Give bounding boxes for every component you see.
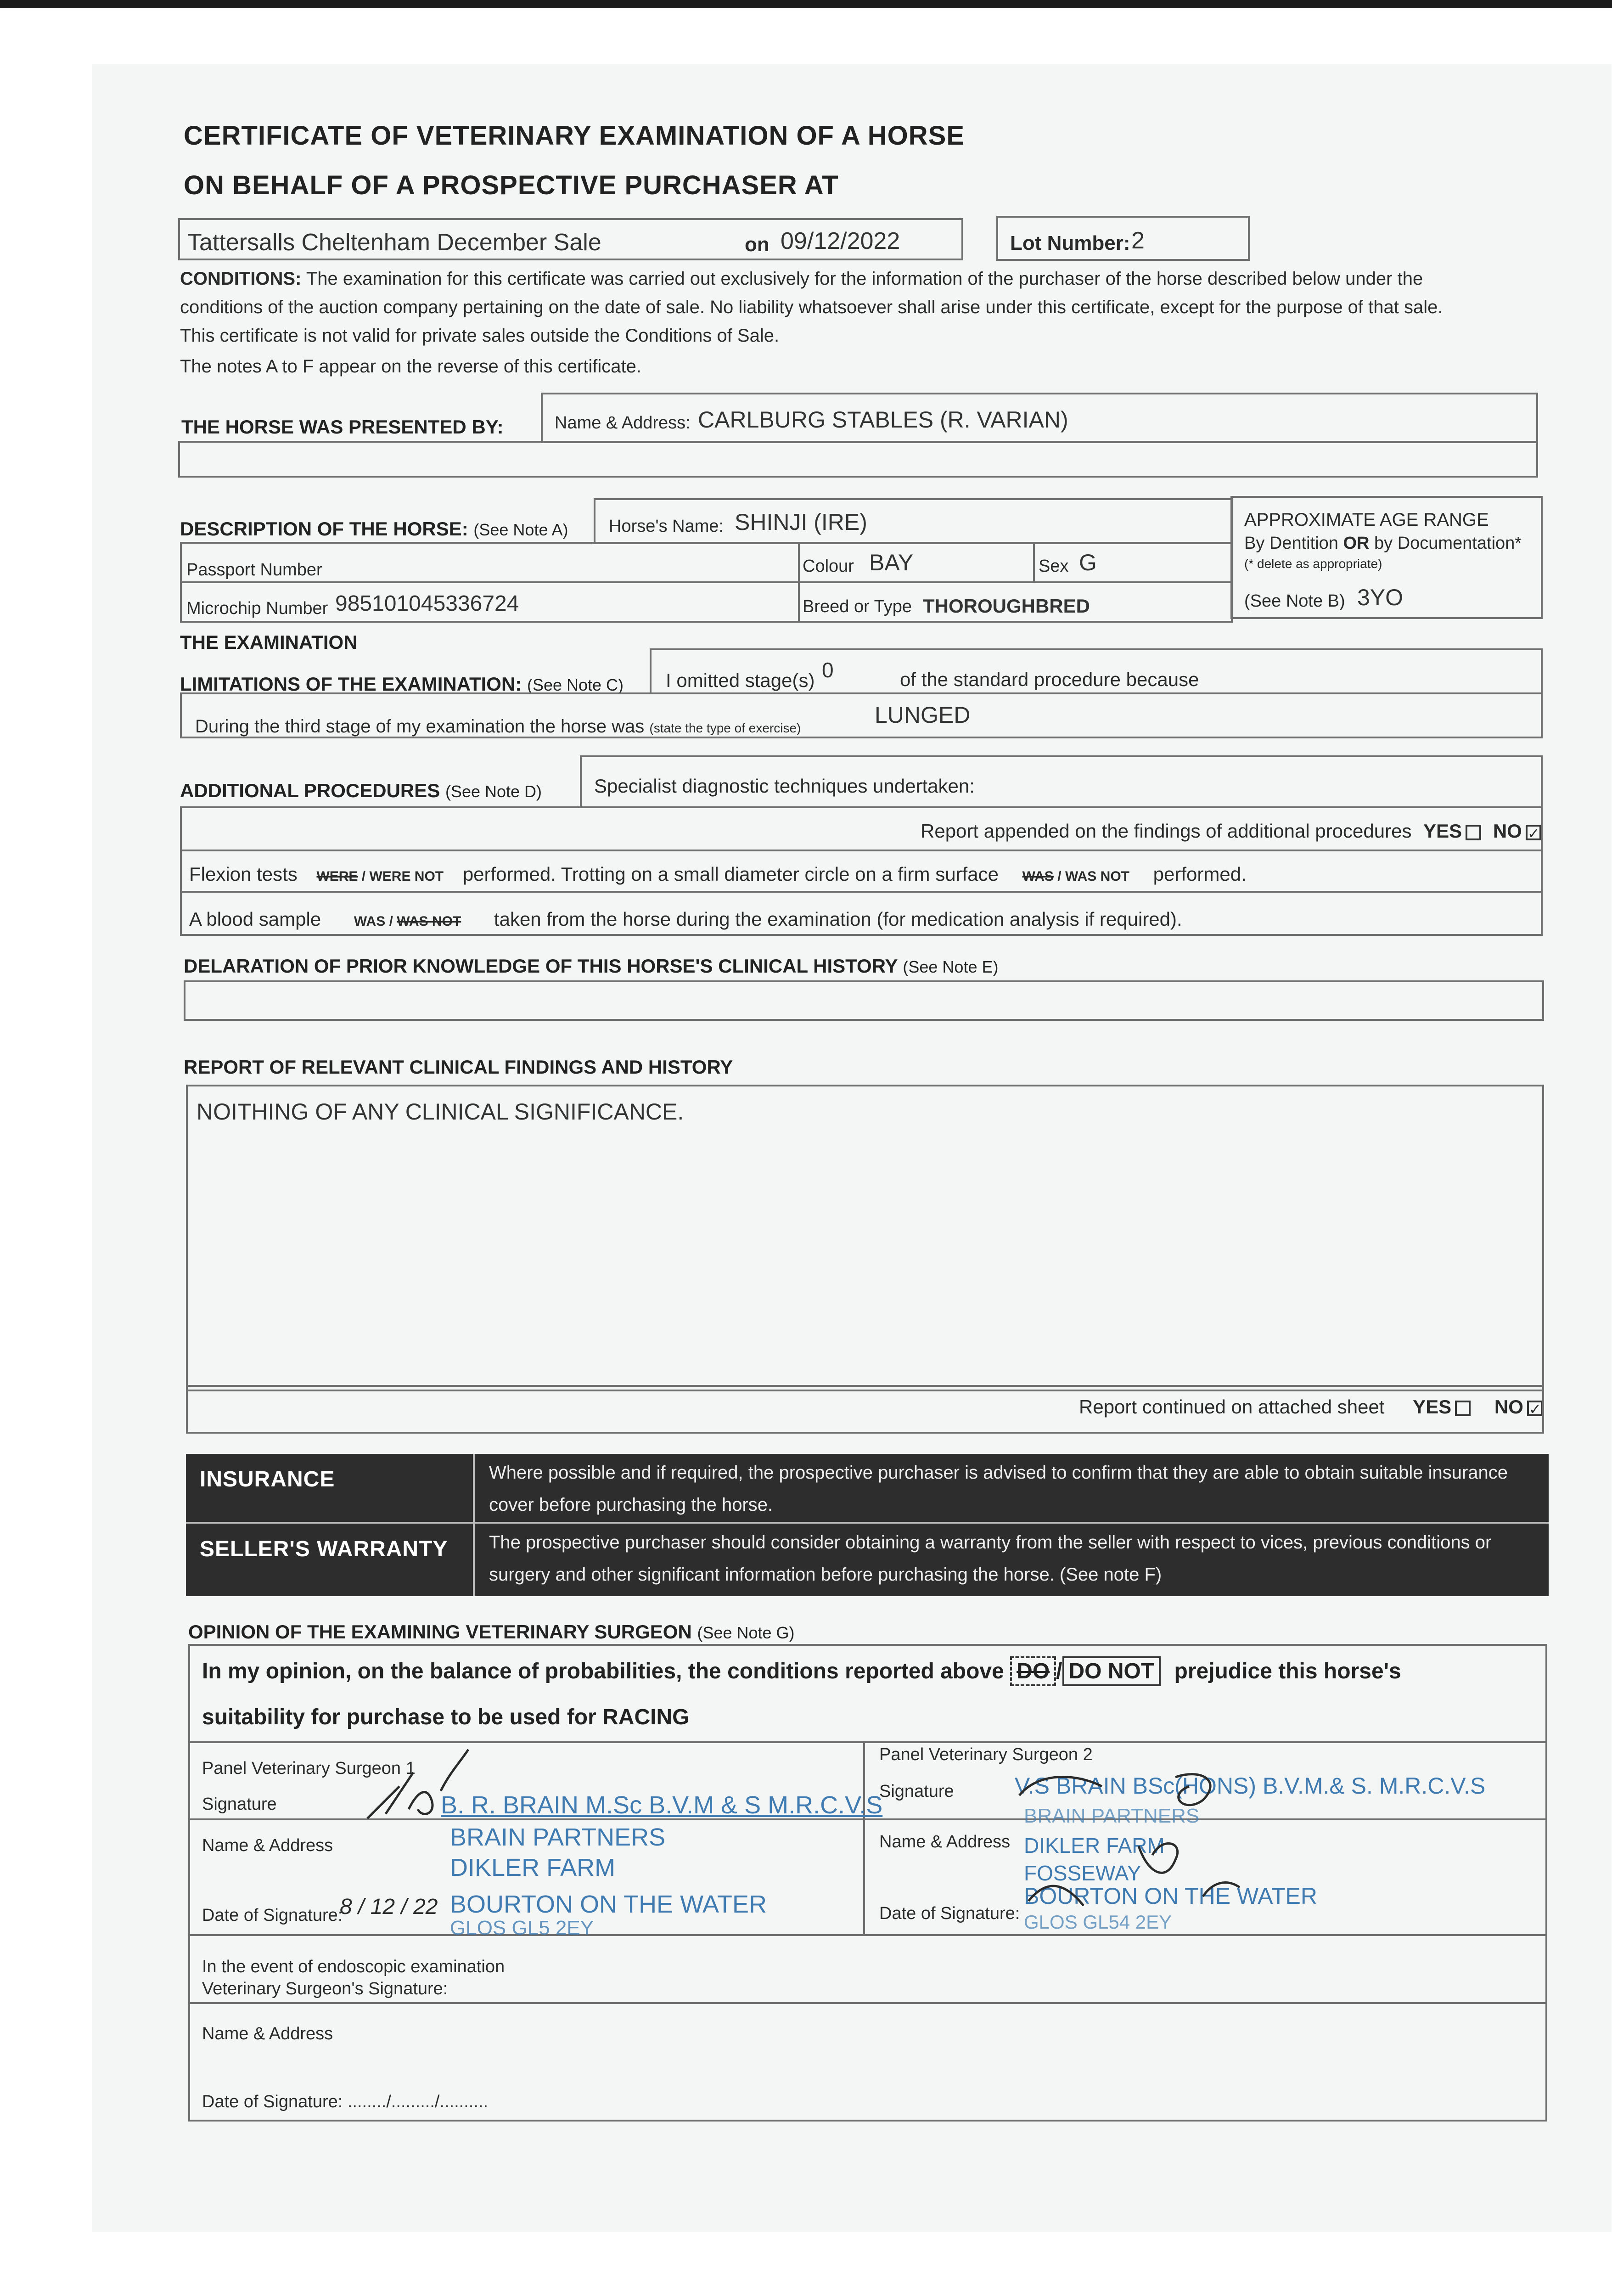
flexion-label: Flexion tests bbox=[189, 863, 298, 885]
surgeon1-signature-label: Signature bbox=[202, 1795, 277, 1814]
surgeons-top-line bbox=[188, 1741, 1547, 1743]
procedures-divider-1 bbox=[180, 850, 1543, 851]
surgeon1-name-stamp-2: DIKLER FARM bbox=[450, 1854, 616, 1881]
sale-on-label: on bbox=[745, 233, 769, 256]
specialist-label: Specialist diagnostic techniques undertaken: bbox=[594, 775, 975, 797]
panel-vertical-divider bbox=[473, 1454, 475, 1596]
additional-note: (See Note D) bbox=[445, 782, 542, 801]
limitations-heading bbox=[180, 673, 623, 695]
third-stage-note: (state the type of exercise) bbox=[649, 721, 801, 735]
opinion-text-after: prejudice this horse's bbox=[1174, 1659, 1401, 1683]
additional-heading-text: ADDITIONAL PROCEDURES bbox=[180, 780, 440, 801]
report-appended-label: Report appended on the findings of additional procedures bbox=[921, 820, 1412, 842]
colour-value: BAY bbox=[869, 550, 914, 575]
opinion-text-before: In my opinion, on the balance of probabilities, the conditions reported above bbox=[202, 1659, 1004, 1683]
surgeons-middle-line bbox=[863, 1741, 865, 1934]
passport-divider bbox=[180, 581, 1233, 583]
lot-label: Lot Number: bbox=[1010, 232, 1130, 254]
surgeon2-date-stamp-1: BOURTON ON THE WATER bbox=[1024, 1883, 1317, 1909]
opinion-slash: / bbox=[1056, 1659, 1062, 1683]
limitations-note: (See Note C) bbox=[527, 675, 624, 694]
blood-was-not: WAS NOT bbox=[397, 914, 461, 929]
examination-heading: THE EXAMINATION bbox=[180, 631, 358, 653]
conditions-paragraph bbox=[180, 264, 1466, 350]
report-box bbox=[186, 1085, 1544, 1391]
report-appended-yes-label: YES bbox=[1423, 820, 1462, 842]
age-delete-note: (* delete as appropriate) bbox=[1244, 557, 1382, 571]
report-continued-label: Report continued on attached sheet bbox=[1079, 1396, 1385, 1418]
insurance-text: Where possible and if required, the prospective purchaser is advised to confirm that they are able to obtain suitable insurance cover before purchasing the horse. bbox=[489, 1463, 1508, 1515]
flexion-were: WERE bbox=[316, 869, 358, 884]
report-continued-no-checkbox[interactable]: ✓ bbox=[1527, 1401, 1543, 1416]
report-appended-row bbox=[921, 820, 1541, 842]
flexion-were-not: WERE NOT bbox=[369, 869, 444, 884]
blood-row bbox=[189, 908, 1182, 930]
endoscopic-label-1: In the event of endoscopic examination bbox=[202, 1957, 505, 1976]
trotting-options bbox=[1022, 869, 1129, 884]
age-heading: APPROXIMATE AGE RANGE bbox=[1244, 510, 1489, 530]
certificate-title-line1: CERTIFICATE OF VETERINARY EXAMINATION OF A HORSE bbox=[184, 121, 965, 151]
warranty-heading: SELLER'S WARRANTY bbox=[200, 1537, 448, 1561]
additional-heading bbox=[180, 780, 542, 802]
report-divider bbox=[186, 1385, 1544, 1387]
report-appended-no-checkbox[interactable]: ✓ bbox=[1526, 825, 1541, 840]
opinion-do-not: DO NOT bbox=[1062, 1656, 1161, 1686]
surgeon2-name-stamp-2: DIKLER FARM bbox=[1024, 1834, 1165, 1857]
description-heading bbox=[180, 518, 568, 540]
report-continued-box bbox=[186, 1390, 1544, 1434]
opinion-line1 bbox=[202, 1659, 1401, 1684]
panel-horizontal-divider bbox=[186, 1522, 1549, 1524]
flexion-mid: performed. Trotting on a small diameter circle on a firm surface bbox=[462, 863, 999, 885]
trotting-was-not: WAS NOT bbox=[1065, 869, 1129, 884]
blood-slash: / bbox=[389, 914, 393, 929]
omitted-value: 0 bbox=[822, 658, 834, 682]
flexion-end: performed. bbox=[1153, 863, 1247, 885]
insurance-heading: INSURANCE bbox=[200, 1467, 335, 1491]
warranty-text: The prospective purchaser should consider obtaining a warranty from the seller with respect to vices, previous conditions or surgery and other significant information before purchasing the horse. (See note F) bbox=[489, 1532, 1492, 1585]
blood-was: WAS bbox=[354, 914, 386, 929]
surgeon1-name-stamp-4: GLOS GL5 2EY bbox=[450, 1917, 594, 1939]
sale-name: Tattersalls Cheltenham December Sale bbox=[187, 229, 601, 256]
third-stage-label-text: During the third stage of my examination the horse was bbox=[195, 716, 645, 737]
surgeon1-name-label: Name & Address bbox=[202, 1836, 333, 1855]
surgeon2-date-stamp-2: GLOS GL54 2EY bbox=[1024, 1911, 1172, 1933]
endoscopic-label-2: Veterinary Surgeon's Signature: bbox=[202, 1979, 448, 1998]
description-heading-text: DESCRIPTION OF THE HORSE: bbox=[180, 518, 468, 540]
presented-by-label: Name & Address: bbox=[555, 413, 691, 433]
presented-by-address-line bbox=[178, 441, 1538, 478]
opinion-heading bbox=[188, 1621, 795, 1643]
report-appended-no-label: NO bbox=[1493, 820, 1522, 842]
surgeon1-date-label: Date of Signature: bbox=[202, 1906, 343, 1925]
endoscopic-date-label: Date of Signature: ......../........./.......... bbox=[202, 2092, 489, 2111]
sex-value: G bbox=[1079, 550, 1097, 575]
blood-label: A blood sample bbox=[189, 908, 321, 930]
surgeon1-title: Panel Veterinary Surgeon 1 bbox=[202, 1759, 416, 1778]
presented-by-heading: THE HORSE WAS PRESENTED BY: bbox=[181, 416, 504, 438]
colour-label: Colour bbox=[803, 557, 854, 576]
declaration-note: (See Note E) bbox=[903, 957, 999, 976]
microchip-value: 985101045336724 bbox=[335, 591, 519, 616]
surgeon1-name-stamp-3: BOURTON ON THE WATER bbox=[450, 1891, 767, 1918]
colour-divider bbox=[798, 542, 800, 623]
endoscopic-name-label: Name & Address bbox=[202, 2024, 333, 2043]
flexion-row bbox=[189, 863, 1247, 885]
declaration-box bbox=[184, 980, 1544, 1021]
endoscopic-divider bbox=[188, 2002, 1547, 2004]
surgeon2-date-label: Date of Signature: bbox=[879, 1904, 1020, 1923]
surgeon1-date-value: 8 / 12 / 22 bbox=[340, 1895, 438, 1919]
blood-options bbox=[354, 914, 461, 929]
opinion-do: DO bbox=[1010, 1656, 1056, 1686]
certificate-title-line2: ON BEHALF OF A PROSPECTIVE PURCHASER AT bbox=[184, 170, 839, 200]
conditions-label: CONDITIONS: bbox=[180, 269, 302, 289]
sex-label: Sex bbox=[1039, 557, 1069, 576]
trotting-was: WAS bbox=[1022, 869, 1054, 884]
opinion-heading-text: OPINION OF THE EXAMINING VETERINARY SURGEON bbox=[188, 1621, 692, 1643]
opinion-line2: suitability for purchase to be used for RACING bbox=[202, 1705, 690, 1729]
third-stage-label bbox=[195, 716, 801, 737]
surgeon1-signature-stamp: B. R. BRAIN M.Sc B.V.M & S M.R.C.V.S bbox=[441, 1791, 883, 1819]
breed-label: Breed or Type bbox=[803, 597, 912, 616]
surgeon2-name-stamp-1: BRAIN PARTNERS bbox=[1024, 1805, 1200, 1827]
report-heading: REPORT OF RELEVANT CLINICAL FINDINGS AND HISTORY bbox=[184, 1056, 733, 1078]
horse-name-label: Horse's Name: bbox=[609, 517, 724, 536]
report-continued-yes-label: YES bbox=[1413, 1396, 1452, 1418]
omitted-label: I omitted stage(s) bbox=[666, 670, 815, 691]
trotting-slash: / bbox=[1057, 869, 1062, 884]
surgeon1-name-stamp-1: BRAIN PARTNERS bbox=[450, 1823, 666, 1851]
declaration-heading bbox=[184, 955, 998, 977]
report-continued-no-label: NO bbox=[1494, 1396, 1523, 1418]
presented-by-value: CARLBURG STABLES (R. VARIAN) bbox=[698, 407, 1068, 433]
report-appended-yes-checkbox[interactable] bbox=[1466, 825, 1481, 840]
age-by-dentition: By Dentition bbox=[1244, 534, 1338, 553]
blood-end: taken from the horse during the examination (for medication analysis if required). bbox=[494, 908, 1182, 930]
age-by-documentation: by Documentation* bbox=[1374, 534, 1522, 553]
age-value: 3YO bbox=[1357, 585, 1404, 610]
insurance-warranty-panel bbox=[186, 1454, 1549, 1596]
passport-label: Passport Number bbox=[186, 560, 322, 580]
surgeon2-name-stamp-3: FOSSEWAY bbox=[1024, 1861, 1141, 1885]
age-or: OR bbox=[1343, 534, 1370, 553]
omitted-suffix: of the standard procedure because bbox=[900, 669, 1199, 690]
flexion-options bbox=[316, 869, 444, 884]
declaration-heading-text: DELARATION OF PRIOR KNOWLEDGE OF THIS HORSE'S CLINICAL HISTORY bbox=[184, 955, 898, 977]
sale-date: 09/12/2022 bbox=[781, 228, 900, 254]
surgeon2-title: Panel Veterinary Surgeon 2 bbox=[879, 1745, 1093, 1764]
age-see-note: (See Note B) bbox=[1244, 591, 1345, 611]
sex-divider bbox=[1033, 542, 1035, 582]
opinion-note: (See Note G) bbox=[697, 1623, 795, 1642]
lot-number: 2 bbox=[1131, 227, 1145, 254]
microchip-label: Microchip Number bbox=[186, 599, 328, 618]
third-stage-value: LUNGED bbox=[875, 702, 971, 728]
report-value: NOITHING OF ANY CLINICAL SIGNIFICANCE. bbox=[197, 1099, 684, 1125]
conditions-notes: The notes A to F appear on the reverse of this certificate. bbox=[180, 356, 641, 377]
procedures-divider-2 bbox=[180, 891, 1543, 893]
surgeon2-name-label: Name & Address bbox=[879, 1832, 1011, 1851]
breed-value: THOROUGHBRED bbox=[923, 595, 1090, 617]
age-method bbox=[1244, 534, 1522, 553]
surgeons-bottom-line bbox=[188, 1934, 1547, 1936]
description-heading-note: (See Note A) bbox=[473, 520, 568, 539]
horse-name-value: SHINJI (IRE) bbox=[735, 509, 867, 535]
scan-top-border bbox=[0, 0, 1612, 8]
surgeon2-signature-scribble bbox=[1010, 1768, 1286, 1919]
conditions-text: The examination for this certificate was carried out exclusively for the information of the purchaser of the horse described below under the conditions of the auction company pertaining on the date of sale. No liability whatsoever shall arise under this certificate, except for the purpose of that sale. This certificate is not valid for private sales outside the Conditions of Sale. bbox=[180, 269, 1443, 346]
surgeon2-signature-stamp: V.S BRAIN BSc(HONS) B.V.M.& S. M.R.C.V.S bbox=[1015, 1773, 1486, 1799]
surgeon2-signature-label: Signature bbox=[879, 1782, 954, 1801]
limitations-heading-text: LIMITATIONS OF THE EXAMINATION: bbox=[180, 673, 522, 695]
flexion-slash: / bbox=[361, 869, 366, 884]
